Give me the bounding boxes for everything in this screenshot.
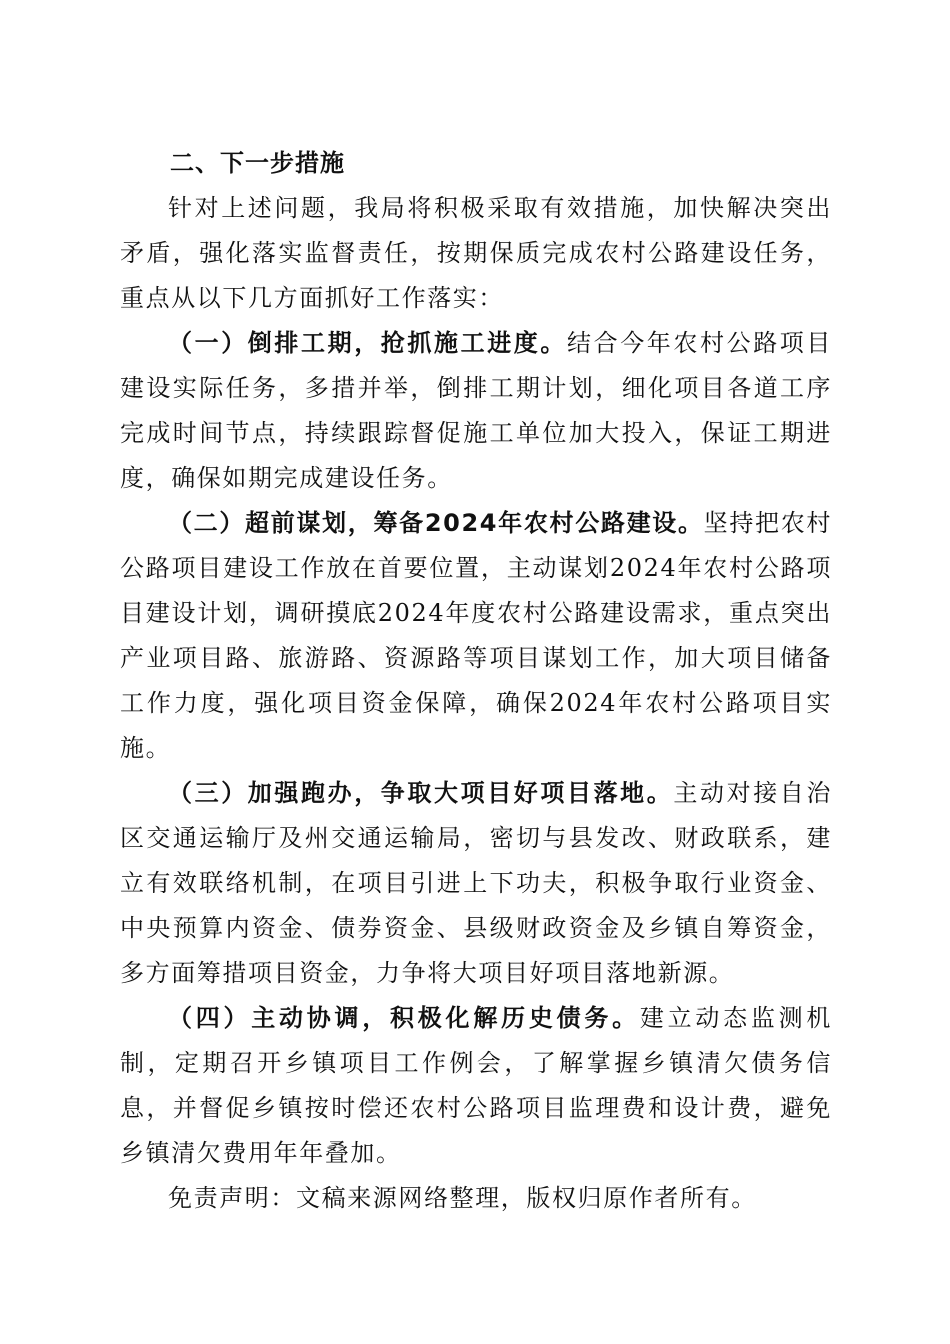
measure-paragraph-4 xyxy=(120,996,832,1176)
measure-title-4: （四）主动协调，积极化解历史债务。 xyxy=(168,1004,640,1032)
intro-paragraph: 针对上述问题，我局将积极采取有效措施，加快解决突出矛盾，强化落实监督责任，按期保质完成农村公路建设任务，重点从以下几方面抓好工作落实： xyxy=(120,194,832,312)
disclaimer-text: 免责声明：文稿来源网络整理，版权归原作者所有。 xyxy=(168,1184,757,1212)
measure-paragraph-3 xyxy=(120,771,832,996)
measure-body-3: 主动对接自治区交通运输厅及州交通运输局，密切与县发改、财政联系，建立有效联络机制，在项目引进上下功夫，积极争取行业资金、中央预算内资金、债券资金、县级财政资金及乡镇自筹资金，多方面筹措项目资金，力争将大项目好项目落地新源。 xyxy=(120,779,832,987)
measure-body-2: 坚持把农村公路项目建设工作放在首要位置，主动谋划2024年农村公路项目建设计划，调研摸底2024年度农村公路建设需求，重点突出产业项目路、旅游路、资源路等项目谋划工作，加大项目储备工作力度，强化项目资金保障，确保2024年农村公路项目实施。 xyxy=(120,509,833,762)
measure-title-3: （三）加强跑办，争取大项目好项目落地。 xyxy=(168,779,674,807)
measure-body-4: 建立动态监测机制，定期召开乡镇项目工作例会，了解掌握乡镇清欠债务信息，并督促乡镇按时偿还农村公路项目监理费和设计费，避免乡镇清欠费用年年叠加。 xyxy=(120,1004,832,1167)
measure-title-1: （一）倒排工期，抢抓施工进度。 xyxy=(168,329,567,357)
measure-body-1: 结合今年农村公路项目建设实际任务，多措并举，倒排工期计划，细化项目各道工序完成时间节点，持续跟踪督促施工单位加大投入，保证工期进度，确保如期完成建设任务。 xyxy=(120,329,832,492)
document-body xyxy=(120,140,832,1221)
measure-title-2: （二）超前谋划，筹备2024年农村公路建设。 xyxy=(168,509,704,537)
measure-paragraph-1 xyxy=(120,321,832,501)
measure-paragraph-2 xyxy=(120,501,832,771)
section-heading: 二、下一步措施 xyxy=(170,149,345,177)
